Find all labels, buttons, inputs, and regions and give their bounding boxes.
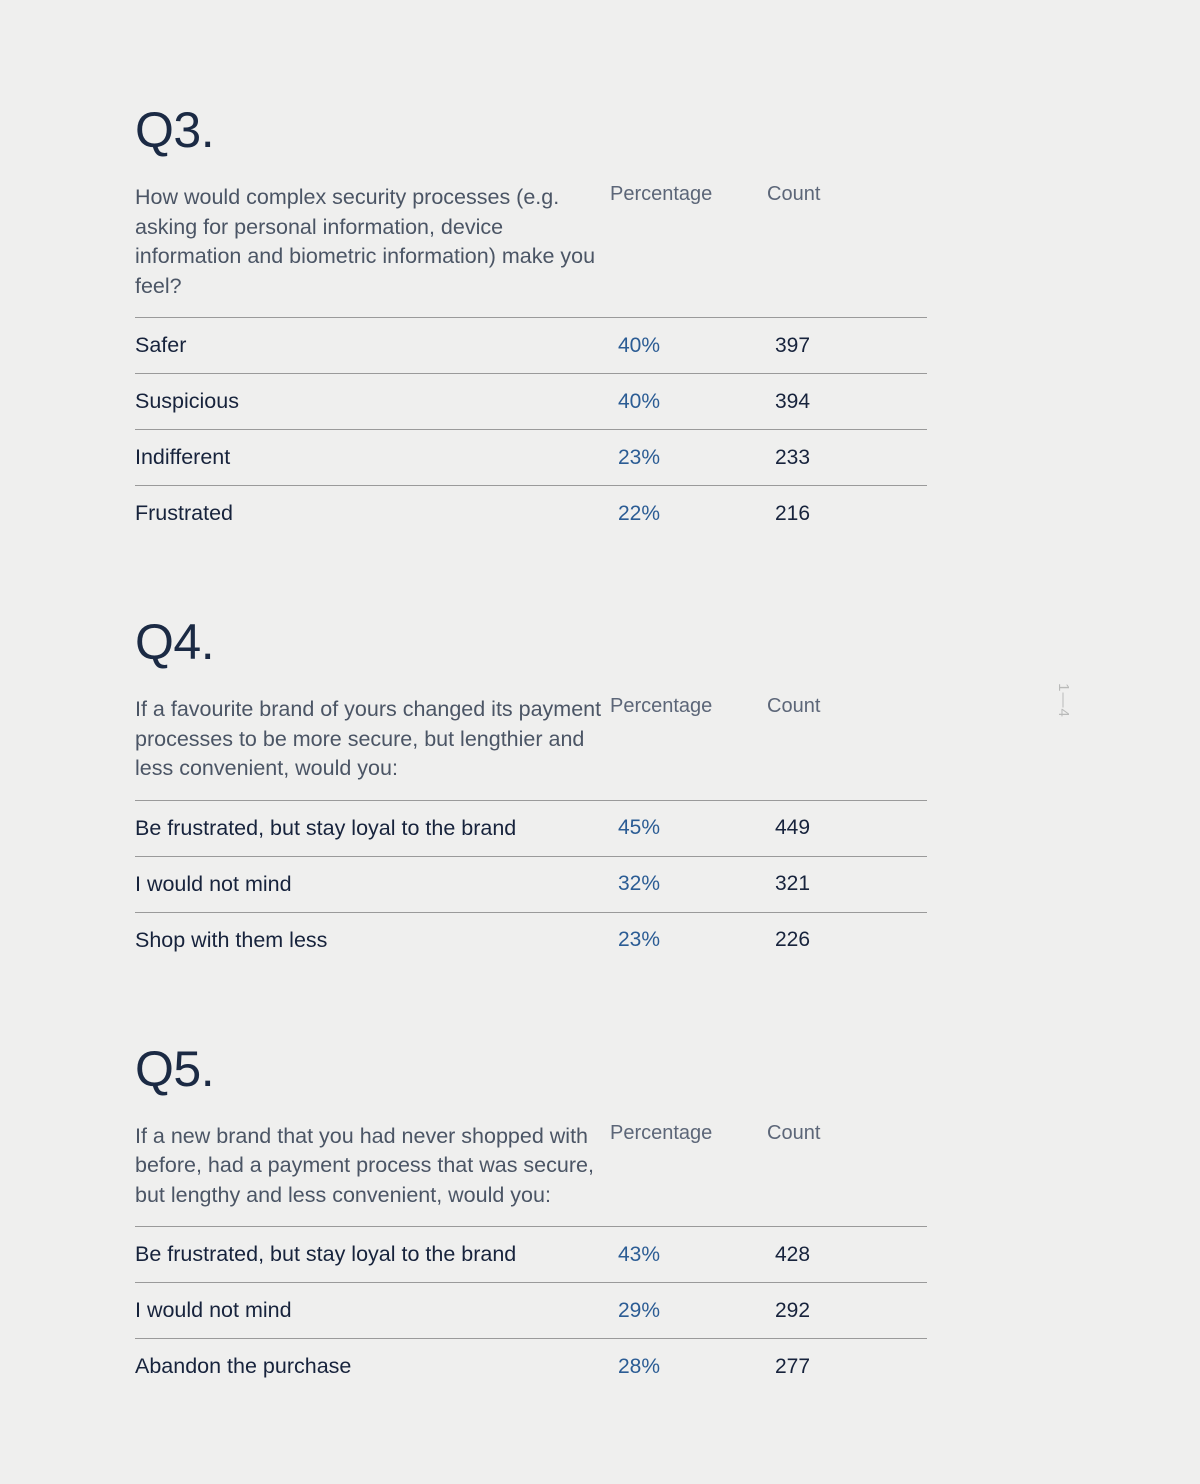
column-header-percentage: Percentage — [610, 183, 713, 205]
row-percentage: 32% — [618, 872, 661, 895]
table-row — [135, 1227, 927, 1283]
table-row — [135, 800, 927, 856]
row-percentage: 23% — [618, 928, 661, 951]
row-count: 397 — [775, 333, 811, 357]
row-percentage: 29% — [618, 1298, 661, 1322]
table-row — [135, 912, 927, 968]
question-header-row-q5 — [135, 1122, 927, 1211]
row-count: 394 — [775, 389, 811, 413]
question-section-q3 — [135, 102, 927, 541]
row-count: 428 — [775, 1242, 811, 1266]
column-header-count: Count — [767, 183, 821, 205]
row-percentage: 45% — [618, 816, 661, 839]
column-headers-q5 — [610, 1122, 927, 1145]
row-label: I would not mind — [135, 871, 292, 896]
row-label: Safer — [135, 333, 187, 357]
table-row — [135, 856, 927, 912]
row-count: 216 — [775, 501, 811, 525]
row-percentage: 22% — [618, 501, 661, 525]
question-heading-q3: Q3. — [135, 102, 215, 158]
page-number-marker — [1048, 655, 1078, 745]
row-label: I would not mind — [135, 1298, 292, 1322]
column-header-percentage: Percentage — [610, 1121, 713, 1144]
row-label: Shop with them less — [135, 927, 328, 952]
row-percentage: 28% — [618, 1354, 661, 1378]
column-headers-q3 — [610, 183, 927, 206]
row-count: 233 — [775, 445, 811, 469]
results-table-q5 — [135, 1226, 927, 1394]
row-count: 277 — [775, 1354, 811, 1378]
question-header-row-q3 — [135, 183, 927, 301]
table-row — [135, 318, 927, 374]
question-section-q5 — [135, 1040, 927, 1395]
question-text-q5: If a new brand that you had never shopped with before, had a payment process that was secure, but lengthy and less convenient, would you: — [135, 1123, 594, 1207]
row-percentage: 40% — [618, 389, 661, 413]
question-text-q3: How would complex security processes (e.g. asking for personal information, device information and biometric information) make you feel? — [135, 185, 596, 298]
row-label: Frustrated — [135, 501, 233, 525]
row-count: 321 — [775, 872, 811, 895]
column-header-count: Count — [767, 1121, 821, 1144]
question-heading-q4: Q4. — [135, 614, 215, 670]
column-header-count: Count — [767, 695, 821, 717]
content-column — [135, 0, 927, 1394]
results-table-q3 — [135, 317, 927, 541]
row-label: Be frustrated, but stay loyal to the brand — [135, 815, 517, 840]
column-headers-q4 — [610, 695, 927, 718]
table-row — [135, 1339, 927, 1395]
row-count: 226 — [775, 928, 811, 951]
table-row — [135, 486, 927, 542]
question-text-q4: If a favourite brand of yours changed its payment processes to be more secure, but lengthier and less convenient, would you: — [135, 697, 602, 780]
row-count: 449 — [775, 816, 811, 839]
row-label: Suspicious — [135, 389, 239, 413]
table-row — [135, 1283, 927, 1339]
row-label: Abandon the purchase — [135, 1354, 352, 1378]
question-section-q4 — [135, 614, 927, 968]
row-percentage: 43% — [618, 1242, 661, 1266]
results-table-q4 — [135, 800, 927, 968]
question-header-row-q4 — [135, 695, 927, 784]
column-header-percentage: Percentage — [610, 695, 713, 717]
row-percentage: 40% — [618, 333, 661, 357]
table-row — [135, 374, 927, 430]
row-count: 292 — [775, 1298, 811, 1322]
row-percentage: 23% — [618, 445, 661, 469]
page-number-label: 1—4 — [1054, 682, 1072, 718]
table-row — [135, 430, 927, 486]
question-heading-q5: Q5. — [135, 1040, 215, 1097]
row-label: Be frustrated, but stay loyal to the brand — [135, 1242, 517, 1266]
row-label: Indifferent — [135, 445, 231, 469]
